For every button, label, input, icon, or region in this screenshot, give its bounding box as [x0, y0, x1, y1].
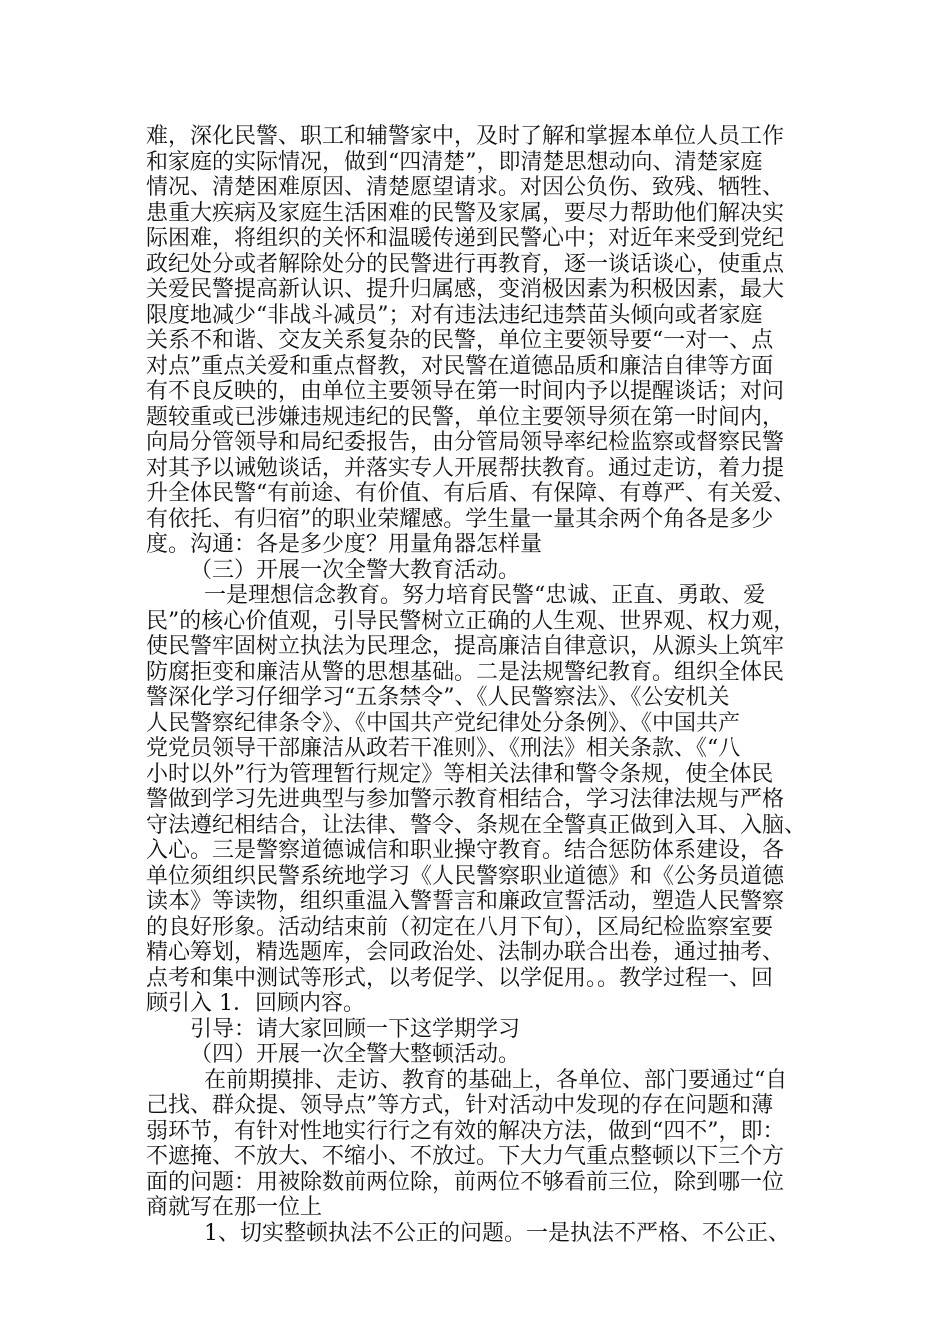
- text-line: 防腐拒变和廉洁从警的思想基础。二是法规警纪教育。组织全体民: [146, 659, 785, 685]
- text-line: 党党员领导干部廉洁从政若干准则》、《刑法》相关条款、《“八: [146, 736, 741, 761]
- text-line: 顾引入 1．回顾内容。: [146, 991, 365, 1016]
- text-line: 小时以外”行为管理暂行规定》等相关法律和警令条规，使全体民: [146, 761, 774, 787]
- text-line: 和家庭的实际情况，做到“四清楚”，即清楚思想动向、清楚家庭: [146, 149, 763, 175]
- text-line: 患重大疾病及家庭生活困难的民警及家属，要尽力帮助他们解决实: [146, 200, 785, 226]
- text-line: 关系不和谐、交友关系复杂的民警，单位主要领导要“一对一、点: [146, 328, 774, 353]
- text-line: 度。沟通：各是多少度？用量角器怎样量: [146, 532, 543, 557]
- document-body: [146, 124, 814, 1246]
- text-line: 情况、清楚困难原因、清楚愿望请求。对因公负伤、致残、牺牲、: [146, 175, 785, 200]
- text-line: 有不良反映的，由单位主要领导在第一时间内予以提醒谈话；对问: [146, 379, 785, 404]
- paragraph-start: 1、切实整顿执法不公正的问题。一是执法不严格、不公正、: [204, 1220, 790, 1246]
- section-heading: （三）开展一次全警大教育活动。: [190, 557, 521, 583]
- text-line: 守法遵纪相结合，让法律、警令、条规在全警真正做到入耳、入脑、: [146, 812, 807, 838]
- text-line: 入心。三是警察道德诚信和职业操守教育。结合惩防体系建设，各: [146, 838, 785, 863]
- text-line: 向局分管领导和局纪委报告，由分管局领导率纪检监察或督察民警: [146, 430, 785, 455]
- text-line: 对其予以诫勉谈话，并落实专人开展帮扶教育。通过走访，着力提: [146, 455, 785, 481]
- text-line: 的良好形象。活动结束前（初定在八月下旬），区局纪检监察室要: [146, 914, 774, 940]
- text-line: 民”的核心价值观，引导民警树立正确的人生观、世界观、权力观，: [146, 608, 796, 634]
- paragraph-start: 在前期摸排、走访、教育的基础上，各单位、部门要通过“自: [204, 1067, 788, 1093]
- text-line: 人民警察纪律条令》、《中国共产党纪律处分条例》、《中国共产: [146, 710, 741, 736]
- text-line: 读本》等读物，组织重温入警誓言和廉政宣誓活动，塑造人民警察: [146, 889, 785, 914]
- text-line: 商就写在那一位上: [146, 1195, 323, 1220]
- text-line: 单位须组织民警系统地学习《人民警察职业道德》和《公务员道德: [146, 863, 785, 889]
- text-line: 有依托、有归宿”的职业荣耀感。学生量一量其余两个角各是多少: [146, 506, 774, 532]
- text-line: 警深化学习仔细学习“五条禁令”、《人民警察法》、《公安机关: [146, 685, 730, 710]
- text-line: 使民警牢固树立执法为民理念，提高廉洁自律意识，从源头上筑牢: [146, 634, 785, 659]
- text-line: 政纪处分或者解除处分的民警进行再教育，逐一谈话谈心，使重点: [146, 251, 785, 277]
- paragraph-start: 引导：请大家回顾一下这学期学习: [190, 1016, 521, 1042]
- text-line: 限度地减少“非战斗减员”；对有违法违纪违禁苗头倾向或者家庭: [146, 302, 763, 328]
- text-line: 对点”重点关爱和重点督教，对民警在道德品质和廉洁自律等方面: [146, 353, 774, 379]
- text-line: 点考和集中测试等形式，以考促学、以学促用。。教学过程一、回: [146, 965, 774, 991]
- text-line: 际困难，将组织的关怀和温暖传递到民警心中；对近年来受到党纪: [146, 226, 785, 251]
- text-line: 面的问题：用被除数前两位除，前两位不够看前三位，除到哪一位: [146, 1169, 785, 1195]
- text-line: 己找、群众提、领导点”等方式，针对活动中发现的存在问题和薄: [146, 1093, 774, 1118]
- text-line: 题较重或已涉嫌违规违纪的民警，单位主要领导须在第一时间内，: [146, 404, 785, 430]
- text-line: 精心筹划，精选题库，会同政治处、法制办联合出卷，通过抽考、: [146, 940, 785, 965]
- paragraph-start: 一是理想信念教育。努力培育民警“忠诚、正直、勇敢、爱: [204, 583, 766, 608]
- text-line: 升全体民警“有前途、有价值、有后盾、有保障、有尊严、有关爱、: [146, 481, 796, 506]
- section-heading: （四）开展一次全警大整顿活动。: [190, 1042, 521, 1067]
- text-line: 难，深化民警、职工和辅警家中，及时了解和掌握本单位人员工作: [146, 124, 785, 149]
- text-line: 关爱民警提高新认识、提升归属感，变消极因素为积极因素，最大: [146, 277, 785, 302]
- text-line: 弱环节，有针对性地实行行之有效的解决方法，做到“四不”，即：: [146, 1118, 785, 1144]
- text-line: 警做到学习先进典型与参加警示教育相结合，学习法律法规与严格: [146, 787, 785, 812]
- text-line: 不遮掩、不放大、不缩小、不放过。下大力气重点整顿以下三个方: [146, 1144, 785, 1169]
